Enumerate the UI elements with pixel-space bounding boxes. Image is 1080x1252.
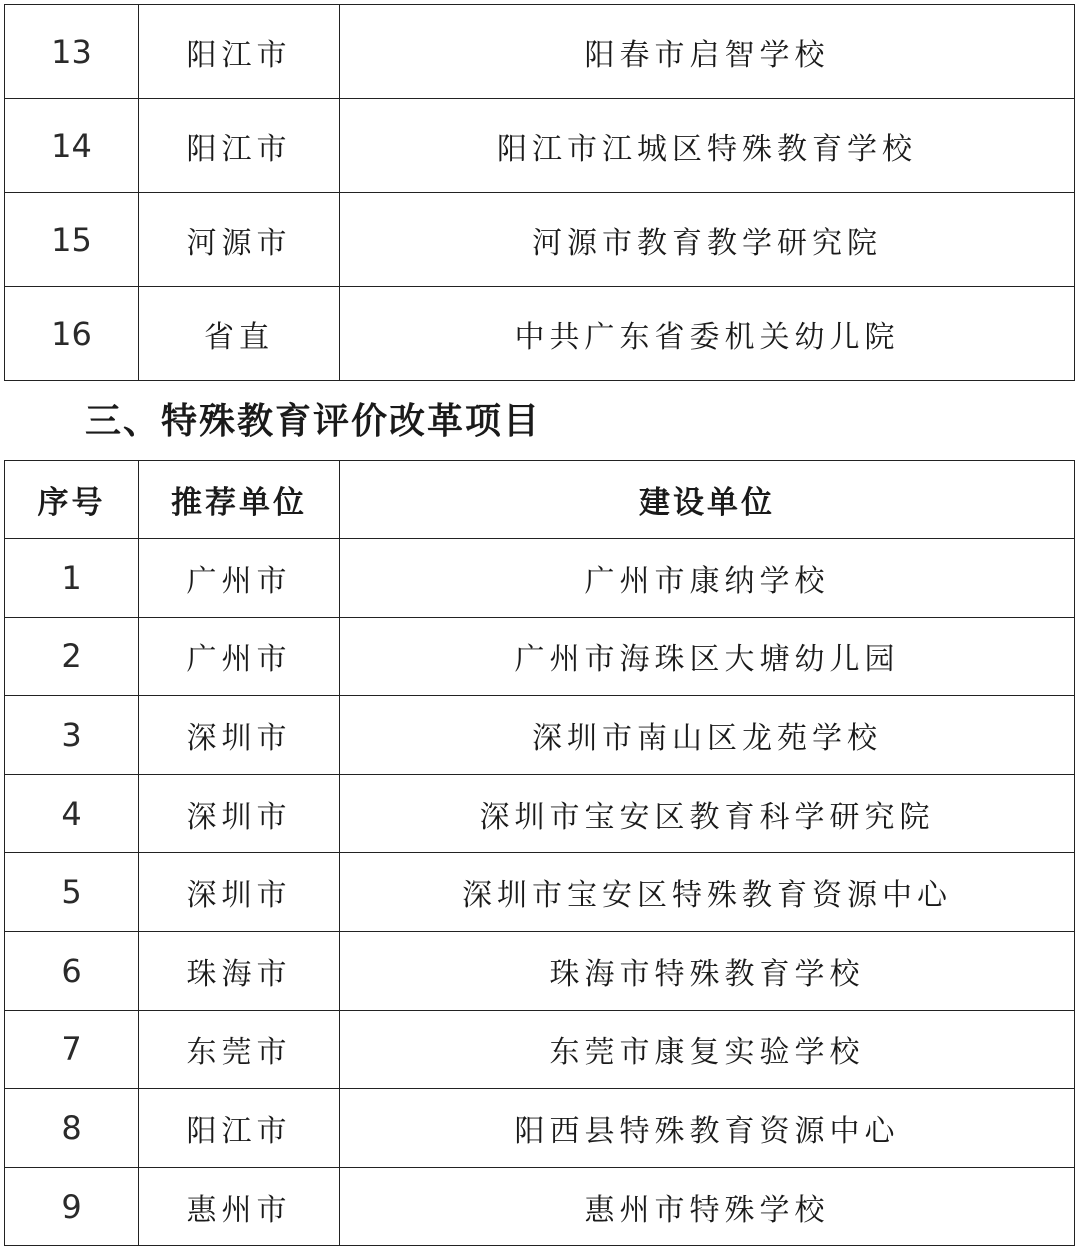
row-number: 3 [5, 696, 139, 775]
unit-cell: 阳江市江城区特殊教育学校 [340, 99, 1075, 193]
row-number: 8 [5, 1089, 139, 1168]
table-row [5, 1089, 1075, 1168]
header-number: 序号 [5, 461, 139, 539]
recommender-cell: 广州市 [139, 617, 340, 696]
row-number: 7 [5, 1010, 139, 1089]
unit-cell: 惠州市特殊学校 [340, 1167, 1075, 1246]
table-row [5, 287, 1075, 381]
recommender-cell: 珠海市 [139, 931, 340, 1010]
recommender-cell: 东莞市 [139, 1010, 340, 1089]
recommender-cell: 深圳市 [139, 696, 340, 775]
table-row [5, 539, 1075, 618]
recommender-cell: 阳江市 [139, 5, 340, 99]
unit-cell: 深圳市宝安区教育科学研究院 [340, 774, 1075, 853]
row-number: 5 [5, 853, 139, 932]
recommender-cell: 河源市 [139, 193, 340, 287]
recommender-cell: 省直 [139, 287, 340, 381]
table-row [5, 193, 1075, 287]
table-row [5, 774, 1075, 853]
table-row [5, 1010, 1075, 1089]
evaluation-reform-project-table [4, 460, 1075, 1246]
recommender-cell: 深圳市 [139, 853, 340, 932]
section-heading: 三、特殊教育评价改革项目 [85, 401, 542, 442]
unit-cell: 中共广东省委机关幼儿院 [340, 287, 1075, 381]
unit-cell: 河源市教育教学研究院 [340, 193, 1075, 287]
table-row [5, 696, 1075, 775]
row-number: 16 [5, 287, 139, 381]
row-number: 1 [5, 539, 139, 618]
table-row [5, 853, 1075, 932]
table-row [5, 617, 1075, 696]
continued-project-table [4, 4, 1075, 381]
row-number: 9 [5, 1167, 139, 1246]
table-row [5, 1167, 1075, 1246]
recommender-cell: 惠州市 [139, 1167, 340, 1246]
unit-cell: 深圳市宝安区特殊教育资源中心 [340, 853, 1075, 932]
row-number: 14 [5, 99, 139, 193]
unit-cell: 阳春市启智学校 [340, 5, 1075, 99]
unit-cell: 珠海市特殊教育学校 [340, 931, 1075, 1010]
unit-cell: 广州市海珠区大塘幼儿园 [340, 617, 1075, 696]
table-header-row [5, 461, 1075, 539]
unit-cell: 广州市康纳学校 [340, 539, 1075, 618]
table-row [5, 5, 1075, 99]
recommender-cell: 阳江市 [139, 1089, 340, 1168]
header-unit: 建设单位 [340, 461, 1075, 539]
row-number: 15 [5, 193, 139, 287]
unit-cell: 深圳市南山区龙苑学校 [340, 696, 1075, 775]
recommender-cell: 深圳市 [139, 774, 340, 853]
row-number: 2 [5, 617, 139, 696]
table-row [5, 99, 1075, 193]
row-number: 13 [5, 5, 139, 99]
recommender-cell: 广州市 [139, 539, 340, 618]
header-recommender: 推荐单位 [139, 461, 340, 539]
unit-cell: 东莞市康复实验学校 [340, 1010, 1075, 1089]
recommender-cell: 阳江市 [139, 99, 340, 193]
unit-cell: 阳西县特殊教育资源中心 [340, 1089, 1075, 1168]
table-row [5, 931, 1075, 1010]
row-number: 6 [5, 931, 139, 1010]
row-number: 4 [5, 774, 139, 853]
